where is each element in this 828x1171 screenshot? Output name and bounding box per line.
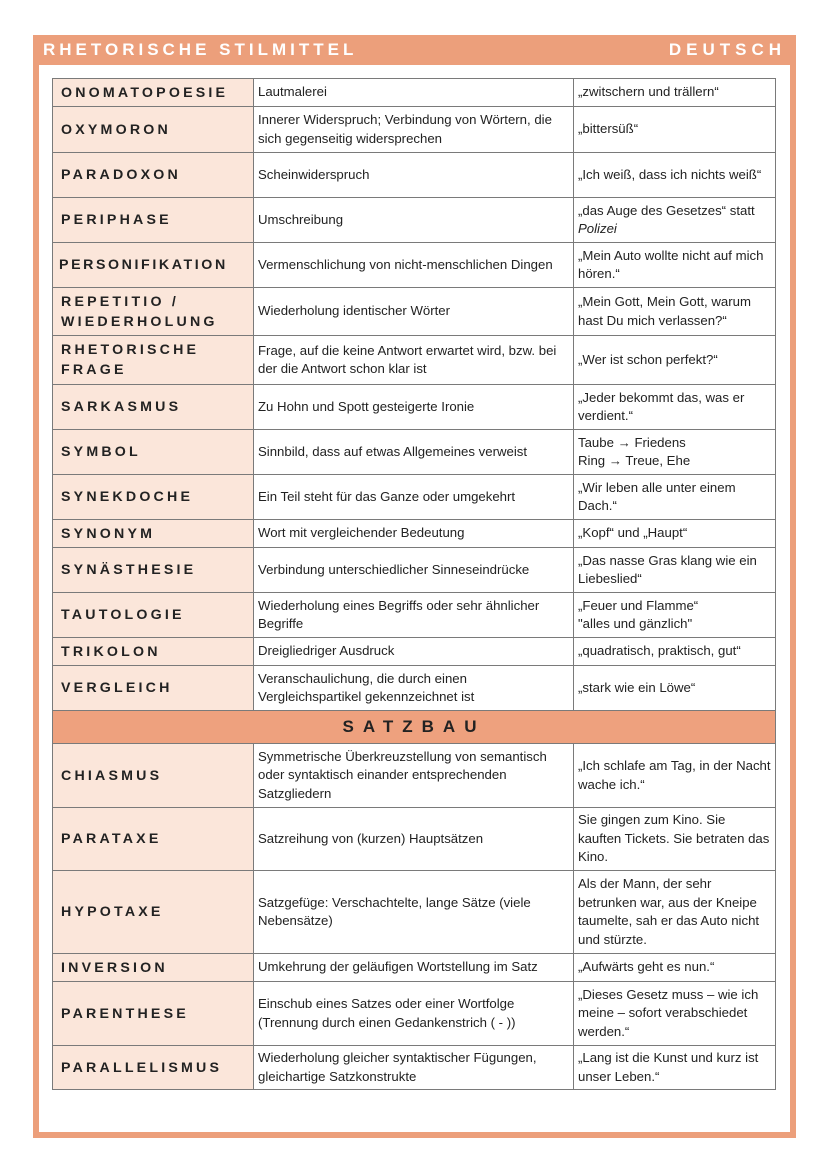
term-cell: SYNONYM [53, 520, 254, 548]
definition-cell: Wiederholung gleicher syntaktischer Fügungen, gleichartige Satzkonstrukte [254, 1046, 574, 1090]
example-cell: „Ich schlafe am Tag, in der Nacht wache ich.“ [574, 744, 776, 808]
term-cell: TAUTOLOGIE [53, 593, 254, 638]
table-row [53, 107, 776, 153]
definition-cell: Satzreihung von (kurzen) Hauptsätzen [254, 808, 574, 871]
term-cell: TRIKOLON [53, 638, 254, 666]
definition-cell: Symmetrische Überkreuzstellung von semantisch oder syntaktisch einander entsprechenden Satzgliedern [254, 744, 574, 808]
definition-cell: Lautmalerei [254, 79, 574, 107]
example-cell: „Ich weiß, dass ich nichts weiß“ [574, 153, 776, 198]
stilmittel-table [52, 78, 776, 1090]
example-cell [574, 430, 776, 475]
term-cell: VERGLEICH [53, 666, 254, 711]
term-cell: PARADOXON [53, 153, 254, 198]
term-cell: RHETORISCHE FRAGE [53, 336, 254, 385]
table-row [53, 475, 776, 520]
table-row [53, 520, 776, 548]
definition-cell: Dreigliedriger Ausdruck [254, 638, 574, 666]
term-cell: PARALLELISMUS [53, 1046, 254, 1090]
example-cell: Sie gingen zum Kino. Sie kauften Tickets. Sie betraten das Kino. [574, 808, 776, 871]
definition-cell: Einschub eines Satzes oder einer Wortfolge (Trennung durch einen Gedankenstrich ( - )) [254, 982, 574, 1046]
section-header-row [53, 711, 776, 744]
term-cell: OXYMORON [53, 107, 254, 153]
table-row [53, 198, 776, 243]
definition-cell: Wort mit vergleichender Bedeutung [254, 520, 574, 548]
example-cell: „zwitschern und trällern“ [574, 79, 776, 107]
header-bar [33, 35, 796, 65]
term-cell: SYNEKDOCHE [53, 475, 254, 520]
example-cell: „Jeder bekommt das, was er verdient.“ [574, 385, 776, 430]
table-row [53, 548, 776, 593]
example-cell [574, 593, 776, 638]
page-title: RHETORISCHE STILMITTEL [43, 40, 358, 59]
term-cell: CHIASMUS [53, 744, 254, 808]
table-row [53, 593, 776, 638]
definition-cell: Verbindung unterschiedlicher Sinneseindrücke [254, 548, 574, 593]
term-cell: INVERSION [53, 954, 254, 982]
example-cell: Als der Mann, der sehr betrunken war, aus der Kneipe taumelte, sah er das Auto nicht und stürzte. [574, 871, 776, 954]
example-cell: „Wir leben alle unter einem Dach.“ [574, 475, 776, 520]
example-cell: „quadratisch, praktisch, gut“ [574, 638, 776, 666]
example-cell: „Das nasse Gras klang wie ein Liebeslied“ [574, 548, 776, 593]
example-italic-text: Polizei [578, 221, 617, 236]
table-row [53, 871, 776, 954]
table-row [53, 79, 776, 107]
definition-cell: Zu Hohn und Spott gesteigerte Ironie [254, 385, 574, 430]
definition-cell: Ein Teil steht für das Ganze oder umgekehrt [254, 475, 574, 520]
example-cell: „bittersüß“ [574, 107, 776, 153]
example-cell [574, 198, 776, 243]
term-cell: SARKASMUS [53, 385, 254, 430]
definition-cell: Satzgefüge: Verschachtelte, lange Sätze (viele Nebensätze) [254, 871, 574, 954]
table-row [53, 666, 776, 711]
example-cell: „Mein Auto wollte nicht auf mich hören.“ [574, 243, 776, 288]
definition-cell: Frage, auf die keine Antwort erwartet wird, bzw. bei der die Antwort schon klar ist [254, 336, 574, 385]
example-text-2: Ring → Treue, Ehe [578, 453, 691, 468]
table-row [53, 744, 776, 808]
table-row [53, 638, 776, 666]
example-text: „Feuer und Flamme“ [578, 597, 699, 613]
term-cell: PARATAXE [53, 808, 254, 871]
table-row [53, 336, 776, 385]
definition-cell: Vermenschlichung von nicht-menschlichen Dingen [254, 243, 574, 288]
table-row [53, 808, 776, 871]
example-cell: „Kopf“ und „Haupt“ [574, 520, 776, 548]
example-text: „das Auge des Gesetzes“ statt [578, 202, 755, 218]
table-row [53, 288, 776, 336]
definition-cell: Veranschaulichung, die durch einen Vergleichspartikel gekennzeichnet ist [254, 666, 574, 711]
table-row [53, 153, 776, 198]
subject-label: DEUTSCH [668, 40, 786, 59]
definition-cell: Wiederholung eines Begriffs oder sehr ähnlicher Begriffe [254, 593, 574, 638]
example-cell: „Aufwärts geht es nun.“ [574, 954, 776, 982]
example-cell: „Lang ist die Kunst und kurz ist unser Leben.“ [574, 1046, 776, 1090]
table-row [53, 243, 776, 288]
table-row [53, 430, 776, 475]
term-cell: PARENTHESE [53, 982, 254, 1046]
term-cell: REPETITIO / WIEDERHOLUNG [53, 288, 254, 336]
definition-cell: Sinnbild, dass auf etwas Allgemeines verweist [254, 430, 574, 475]
example-text-2: "alles und gänzlich" [578, 616, 693, 631]
term-cell: PERSONIFIKATION [53, 243, 254, 288]
section-title: SATZBAU [53, 711, 776, 744]
example-text: Taube → Friedens [578, 434, 686, 450]
table-row [53, 1046, 776, 1090]
term-cell: ONOMATOPOESIE [53, 79, 254, 107]
definition-cell: Wiederholung identischer Wörter [254, 288, 574, 336]
term-cell: PERIPHASE [53, 198, 254, 243]
table-row [53, 385, 776, 430]
definition-cell: Umschreibung [254, 198, 574, 243]
table-row [53, 954, 776, 982]
term-cell: HYPOTAXE [53, 871, 254, 954]
example-cell: „Mein Gott, Mein Gott, warum hast Du mich verlassen?“ [574, 288, 776, 336]
table-row [53, 982, 776, 1046]
example-cell: „Dieses Gesetz muss – wie ich meine – sofort verabschiedet werden.“ [574, 982, 776, 1046]
definition-cell: Umkehrung der geläufigen Wortstellung im Satz [254, 954, 574, 982]
example-cell: „Wer ist schon perfekt?“ [574, 336, 776, 385]
example-cell: „stark wie ein Löwe“ [574, 666, 776, 711]
term-cell: SYNÄSTHESIE [53, 548, 254, 593]
definition-cell: Scheinwiderspruch [254, 153, 574, 198]
definition-cell: Innerer Widerspruch; Verbindung von Wörtern, die sich gegenseitig widersprechen [254, 107, 574, 153]
term-cell: SYMBOL [53, 430, 254, 475]
